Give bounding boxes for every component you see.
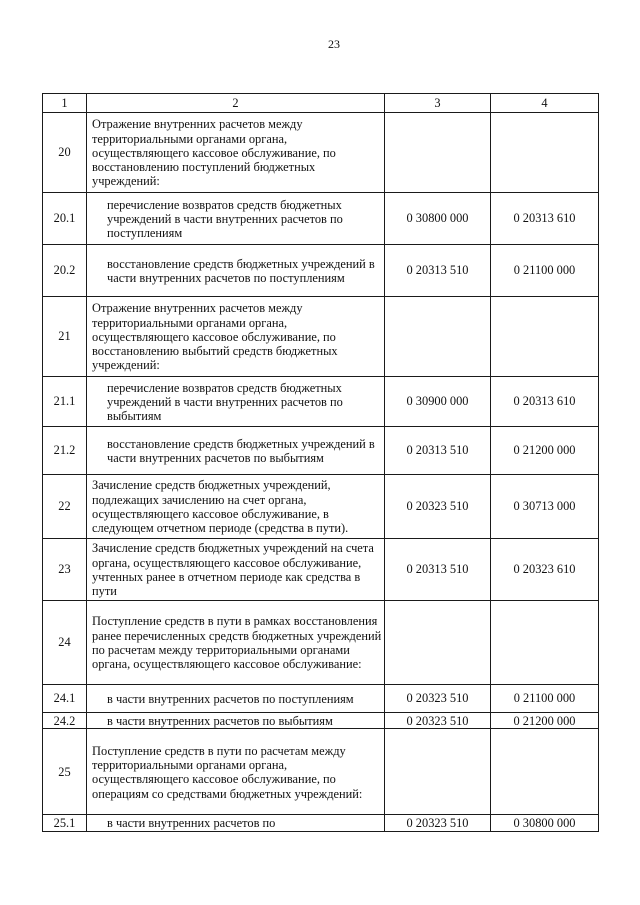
row-credit-account: 0 21100 000 — [491, 685, 599, 713]
header-col-1: 1 — [43, 94, 87, 113]
page-number: 23 — [328, 37, 340, 51]
row-debit-account — [385, 113, 491, 193]
table-row — [43, 685, 599, 713]
row-debit-account: 0 20323 510 — [385, 815, 491, 831]
row-debit-account: 0 30900 000 — [385, 377, 491, 427]
row-number: 24.1 — [43, 685, 87, 713]
row-description: Отражение внутренних расчетов между территориальными органами органа, осуществляющего кассовое обслуживание, по восстановлению выбытий средств бюджетных учреждений: — [87, 297, 385, 377]
row-credit-account: 0 20313 610 — [491, 377, 599, 427]
row-credit-account — [491, 601, 599, 685]
row-credit-account: 0 30800 000 — [491, 815, 599, 831]
row-credit-account: 0 21100 000 — [491, 245, 599, 297]
table-header-row — [43, 94, 599, 113]
row-debit-account: 0 20323 510 — [385, 713, 491, 729]
row-credit-account — [491, 297, 599, 377]
table-row — [43, 713, 599, 729]
row-debit-account: 0 30800 000 — [385, 193, 491, 245]
table-row — [43, 113, 599, 193]
row-description: восстановление средств бюджетных учреждений в части внутренних расчетов по выбытиям — [87, 427, 385, 475]
row-credit-account — [491, 729, 599, 815]
accounting-entries-table — [42, 93, 599, 832]
header-col-3: 3 — [385, 94, 491, 113]
header-col-2: 2 — [87, 94, 385, 113]
row-description: в части внутренних расчетов по поступлениям — [87, 685, 385, 713]
row-number: 22 — [43, 475, 87, 539]
table-row — [43, 539, 599, 601]
row-debit-account: 0 20313 510 — [385, 427, 491, 475]
header-col-4: 4 — [491, 94, 599, 113]
row-debit-account — [385, 297, 491, 377]
row-number: 23 — [43, 539, 87, 601]
table-row — [43, 475, 599, 539]
row-credit-account: 0 20313 610 — [491, 193, 599, 245]
row-description: перечисление возвратов средств бюджетных учреждений в части внутренних расчетов по поступлениям — [87, 193, 385, 245]
row-number: 20.2 — [43, 245, 87, 297]
table-row — [43, 815, 599, 831]
row-description: Отражение внутренних расчетов между территориальными органами органа, осуществляющего кассовое обслуживание, по восстановлению поступлений бюджетных учреждений: — [87, 113, 385, 193]
row-number: 20.1 — [43, 193, 87, 245]
table-row — [43, 297, 599, 377]
row-number: 21 — [43, 297, 87, 377]
row-description: Зачисление средств бюджетных учреждений на счета органа, осуществляющего кассовое обслуживание, учтенных ранее в отчетном периоде как средства в пути — [87, 539, 385, 601]
row-debit-account: 0 20323 510 — [385, 475, 491, 539]
table-row — [43, 601, 599, 685]
row-description: Зачисление средств бюджетных учреждений, подлежащих зачислению на счет органа, осуществляющего кассовое обслуживание, в следующем отчетном периоде (средства в пути). — [87, 475, 385, 539]
row-number: 21.1 — [43, 377, 87, 427]
row-number: 21.2 — [43, 427, 87, 475]
row-description: в части внутренних расчетов по — [87, 815, 385, 831]
table-row — [43, 377, 599, 427]
row-credit-account: 0 20323 610 — [491, 539, 599, 601]
row-credit-account — [491, 113, 599, 193]
row-number: 20 — [43, 113, 87, 193]
row-credit-account: 0 30713 000 — [491, 475, 599, 539]
row-number: 24.2 — [43, 713, 87, 729]
row-debit-account — [385, 729, 491, 815]
row-number: 25 — [43, 729, 87, 815]
row-debit-account: 0 20313 510 — [385, 245, 491, 297]
table-row — [43, 729, 599, 815]
row-debit-account: 0 20323 510 — [385, 685, 491, 713]
row-description: восстановление средств бюджетных учреждений в части внутренних расчетов по поступлениям — [87, 245, 385, 297]
row-number: 24 — [43, 601, 87, 685]
row-credit-account: 0 21200 000 — [491, 713, 599, 729]
row-debit-account: 0 20313 510 — [385, 539, 491, 601]
row-description: перечисление возвратов средств бюджетных учреждений в части внутренних расчетов по выбытиям — [87, 377, 385, 427]
table-row — [43, 193, 599, 245]
table-row — [43, 427, 599, 475]
row-credit-account: 0 21200 000 — [491, 427, 599, 475]
row-description: Поступление средств в пути по расчетам между территориальными органами органа, осуществляющего кассовое обслуживание, по операциям со средствами бюджетных учреждений: — [87, 729, 385, 815]
row-number: 25.1 — [43, 815, 87, 831]
row-debit-account — [385, 601, 491, 685]
row-description: Поступление средств в пути в рамках восстановления ранее перечисленных средств бюджетных учреждений по расчетам между территориальными органами органа, осуществляющего кассовое обслуживание: — [87, 601, 385, 685]
table-row — [43, 245, 599, 297]
row-description: в части внутренних расчетов по выбытиям — [87, 713, 385, 729]
